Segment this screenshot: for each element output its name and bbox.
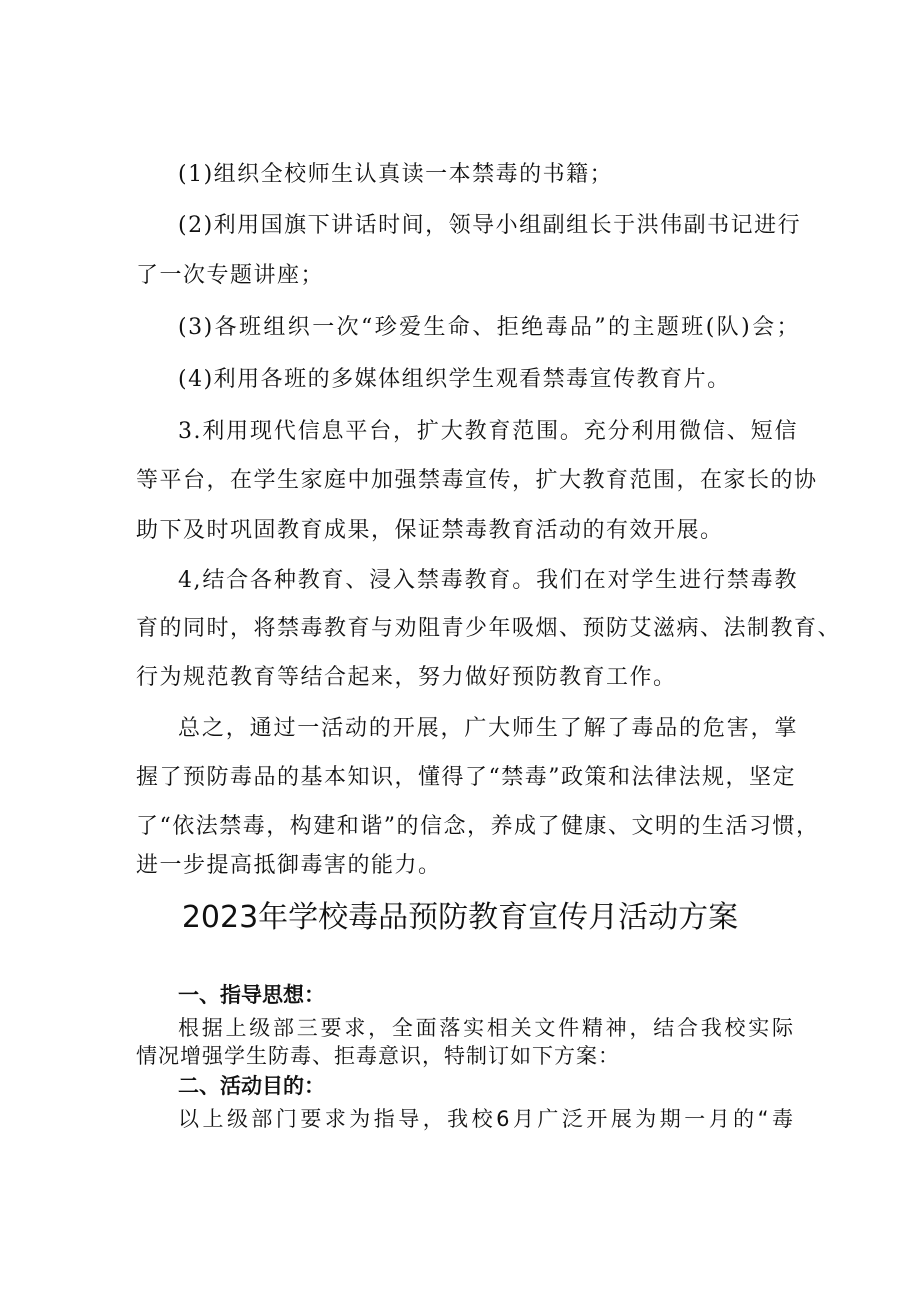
page-title: 2023年学校毒品预防教育宣传月活动方案	[181, 900, 739, 935]
text-line: 进一步提高抵御毒害的能力。	[136, 853, 442, 878]
text-line: (3)各班组织一次“珍爱生命、拒绝毒品”的主题班(队)会；	[178, 315, 800, 340]
text-line: 情况增强学生防毒、拒毒意识，特制订如下方案：	[136, 1044, 620, 1068]
text-line: 4,结合各种教育、浸入禁毒教育。我们在对学生进行禁毒教	[178, 568, 798, 593]
text-line: 总之，通过一活动的开展，广大师生了解了毒品的危害，掌	[178, 716, 798, 741]
text-line: 根据上级部三要求，全面落实相关文件精神，结合我校实际	[178, 1016, 794, 1040]
text-line: 行为规范教育等结合起来，努力做好预防教育工作。	[136, 665, 677, 690]
text-line: 育的同时，将禁毒教育与劝阻青少年吸烟、预防艾滋病、法制教育、	[136, 616, 842, 641]
text-line: (4)利用各班的多媒体组织学生观看禁毒宣传教育片。	[178, 367, 731, 392]
text-line: 了“依法禁毒，构建和谐”的信念，养成了健康、文明的生活习惯，	[136, 814, 820, 839]
text-line: 3.利用现代信息平台，扩大教育范围。充分利用微信、短信	[178, 419, 798, 444]
section-heading: 二、活动目的：	[178, 1074, 325, 1098]
text-line: (1)组织全校师生认真读一本禁毒的书籍；	[178, 162, 614, 187]
text-line: 以上级部门要求为指导，我校6月广泛开展为期一月的“毒	[178, 1107, 794, 1131]
text-line: (2)利用国旗下讲话时间，领导小组副组长于洪伟副书记进行	[178, 213, 802, 238]
text-line: 助下及时巩固教育成果，保证禁毒教育活动的有效开展。	[136, 518, 724, 543]
text-line: 握了预防毒品的基本知识，懂得了“禁毒”政策和法律法规，坚定	[136, 765, 796, 790]
text-line: 了一次专题讲座；	[136, 263, 325, 288]
section-heading: 一、指导思想：	[178, 983, 325, 1007]
text-line: 等平台，在学生家庭中加强禁毒宣传，扩大教育范围，在家长的协	[136, 468, 818, 493]
